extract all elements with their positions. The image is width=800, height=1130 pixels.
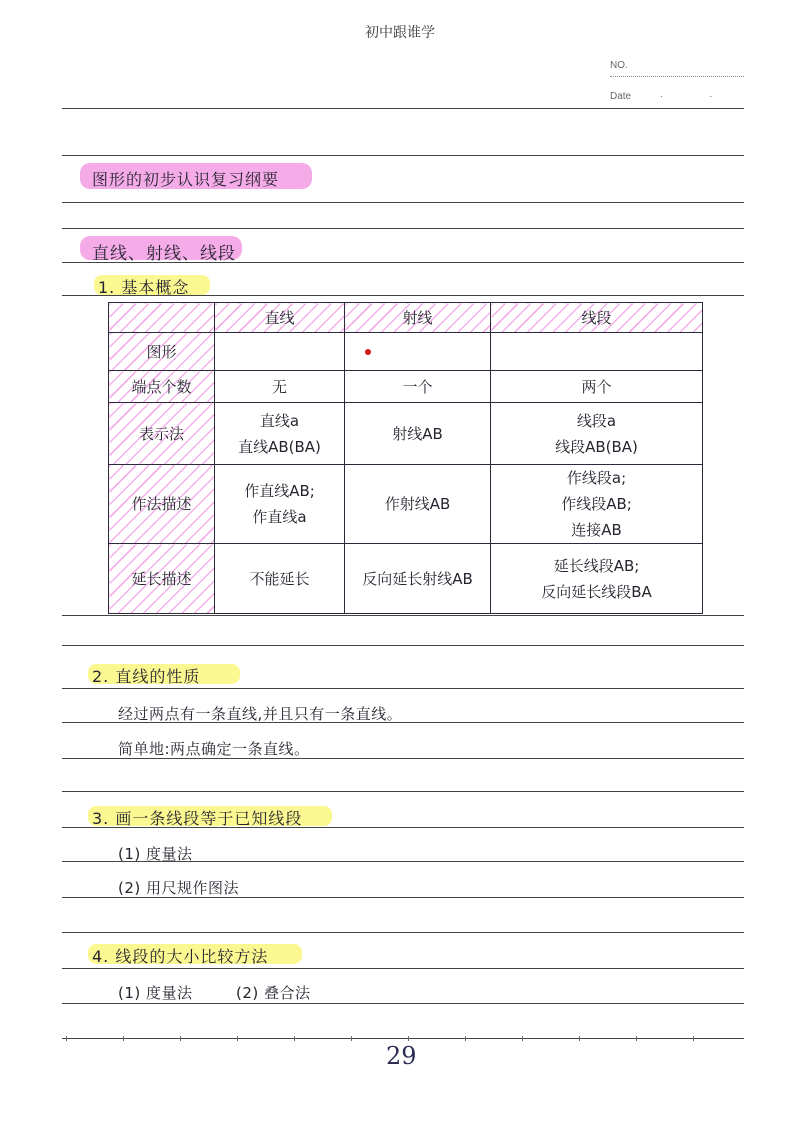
table-cell-line: 直线a xyxy=(259,411,300,430)
table-cell xyxy=(215,465,345,544)
section-title: 直线、射线、线段 xyxy=(92,244,236,264)
table-cell-line: 作线段a; xyxy=(566,469,627,487)
table-cell-line: 作线段AB; xyxy=(561,495,632,513)
table-cell-line: 连接AB xyxy=(571,521,622,539)
table-cell xyxy=(215,403,345,465)
table-header-cell: 线段 xyxy=(491,303,703,333)
table-cell xyxy=(491,333,703,371)
ruler-tick xyxy=(636,1036,637,1041)
concept-table xyxy=(108,302,703,614)
s2-line-2: 简单地:两点确定一条直线。 xyxy=(118,740,310,758)
s4-title: 4. 线段的大小比较方法 xyxy=(92,947,269,966)
s3-item-2: (2) 用尺规作图法 xyxy=(118,879,240,897)
no-dotted-line xyxy=(610,76,744,77)
table-cell: 一个 xyxy=(345,371,491,403)
ruled-line xyxy=(62,645,744,646)
table-row xyxy=(109,544,703,614)
table-cell xyxy=(491,544,703,614)
ruled-line xyxy=(62,202,744,203)
table-cell xyxy=(345,333,491,371)
s1-title: 1. 基本概念 xyxy=(98,278,190,297)
ruled-line xyxy=(62,155,744,156)
ruled-line xyxy=(62,615,744,616)
ruled-line xyxy=(62,108,744,109)
table-corner-cell xyxy=(109,303,215,333)
table-cell-line: 作直线a xyxy=(252,508,307,526)
table-header-cell: 直线 xyxy=(215,303,345,333)
table-row xyxy=(109,465,703,544)
table-cell: 反向延长射线AB xyxy=(345,544,491,614)
ruler-tick xyxy=(237,1036,238,1041)
ruled-line xyxy=(62,932,744,933)
table-cell: 作射线AB xyxy=(345,465,491,544)
table-row-label: 端点个数 xyxy=(109,371,215,403)
table-row xyxy=(109,403,703,465)
s3-item-1: (1) 度量法 xyxy=(118,845,193,863)
s2-line-1: 经过两点有一条直线,并且只有一条直线。 xyxy=(118,705,403,723)
s4-item-1: (1) 度量法 xyxy=(118,984,193,1002)
table-row-label: 表示法 xyxy=(109,403,215,465)
ruled-line xyxy=(62,228,744,229)
ruler-tick xyxy=(408,1036,409,1041)
table-cell-line: 作直线AB; xyxy=(244,482,315,500)
table-cell-line: 反向延长线段BA xyxy=(541,582,652,601)
table-row-label: 图形 xyxy=(109,333,215,371)
s3-title: 3. 画一条线段等于已知线段 xyxy=(92,809,303,828)
ruled-line xyxy=(62,791,744,792)
table-row-label: 延长描述 xyxy=(109,544,215,614)
table-row xyxy=(109,333,703,371)
table-cell xyxy=(215,333,345,371)
ruler-tick xyxy=(351,1036,352,1041)
table-cell-line: 线段AB(BA) xyxy=(555,437,638,456)
table-cell: 射线AB xyxy=(345,403,491,465)
table-row-label: 作法描述 xyxy=(109,465,215,544)
table-cell xyxy=(491,465,703,544)
table-cell: 无 xyxy=(215,371,345,403)
table-row xyxy=(109,371,703,403)
ruler-tick xyxy=(123,1036,124,1041)
table-cell: 不能延长 xyxy=(215,544,345,614)
page-number: 29 xyxy=(386,1042,417,1070)
table-cell-line: 延长线段AB; xyxy=(553,556,640,575)
s2-title: 2. 直线的性质 xyxy=(92,667,201,686)
ruled-line xyxy=(62,1038,744,1039)
table-cell xyxy=(491,403,703,465)
date-dots: . . xyxy=(660,89,735,100)
table-header-row xyxy=(109,303,703,333)
table-cell: 两个 xyxy=(491,371,703,403)
page-header-title: 初中跟谁学 xyxy=(365,25,435,41)
ruler-tick xyxy=(294,1036,295,1041)
ruler-tick xyxy=(465,1036,466,1041)
ruler-tick xyxy=(522,1036,523,1041)
ruler-tick xyxy=(180,1036,181,1041)
table-header-cell: 射线 xyxy=(345,303,491,333)
date-label: Date xyxy=(610,91,632,102)
main-title: 图形的初步认识复习纲要 xyxy=(92,170,280,189)
ruled-line xyxy=(62,1003,744,1004)
table-cell-line: 线段a xyxy=(576,411,617,430)
ruled-line xyxy=(62,688,744,689)
no-label: NO. xyxy=(610,60,628,71)
ruler-tick xyxy=(579,1036,580,1041)
ruled-line xyxy=(62,968,744,969)
s4-item-2: (2) 叠合法 xyxy=(236,984,311,1002)
ruler-tick xyxy=(66,1036,67,1041)
ruler-tick xyxy=(693,1036,694,1041)
table-cell-line: 直线AB(BA) xyxy=(238,437,321,456)
red-ink-dot xyxy=(365,349,371,355)
